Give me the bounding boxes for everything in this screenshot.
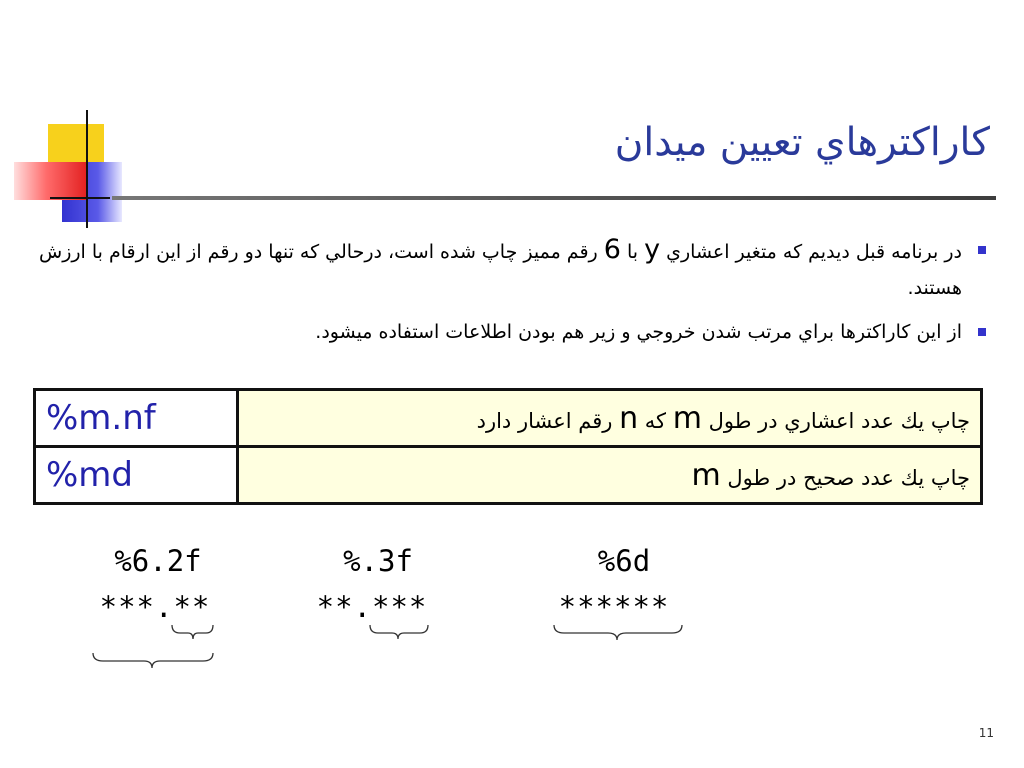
example-mask: ******: [558, 590, 670, 624]
example-format: %.3f: [343, 544, 413, 578]
width-symbol: m: [691, 457, 721, 493]
format-code-cell: %m.nf: [35, 390, 238, 447]
desc-text: رقم اعشار دارد: [476, 408, 620, 433]
desc-text: كه: [638, 408, 673, 433]
desc-text: چاپ يك عدد صحيح در طول: [720, 465, 970, 490]
width-symbol: m: [672, 400, 702, 436]
brace-total-width-3: [554, 625, 682, 640]
brace-decimals-1: [172, 625, 213, 639]
slide-title: كاراكترهاي تعيين ميدان: [614, 120, 990, 165]
brace-total-width-1: [93, 653, 213, 668]
brace-decimals-2: [370, 625, 428, 639]
example-format: %6.2f: [114, 544, 202, 578]
example-mask: ***.**: [99, 590, 211, 624]
bullet-text-before: در برنامه قبل ديديم كه متغير اعشاري: [660, 241, 962, 263]
page-number: 11: [978, 726, 994, 740]
example-mask: **.***: [316, 590, 428, 624]
bullet-text: از اين كاراكترها براي مرتب شدن خروجي و زير هم بودن اطلاعات استفاده ميشود.: [315, 321, 962, 343]
bullet-text-after: رقم مميز چاپ شده است، درحالي كه تنها دو رقم از اين ارقام با ارزش هستند.: [39, 241, 962, 299]
digit-count: 6: [603, 234, 621, 265]
precision-symbol: n: [619, 400, 639, 436]
example-format: %6d: [597, 544, 651, 578]
bullet-text-mid: با: [620, 241, 645, 263]
variable-name: y: [644, 234, 661, 265]
desc-text: چاپ يك عدد اعشاري در طول: [701, 408, 970, 433]
format-code-cell: %md: [35, 447, 238, 504]
